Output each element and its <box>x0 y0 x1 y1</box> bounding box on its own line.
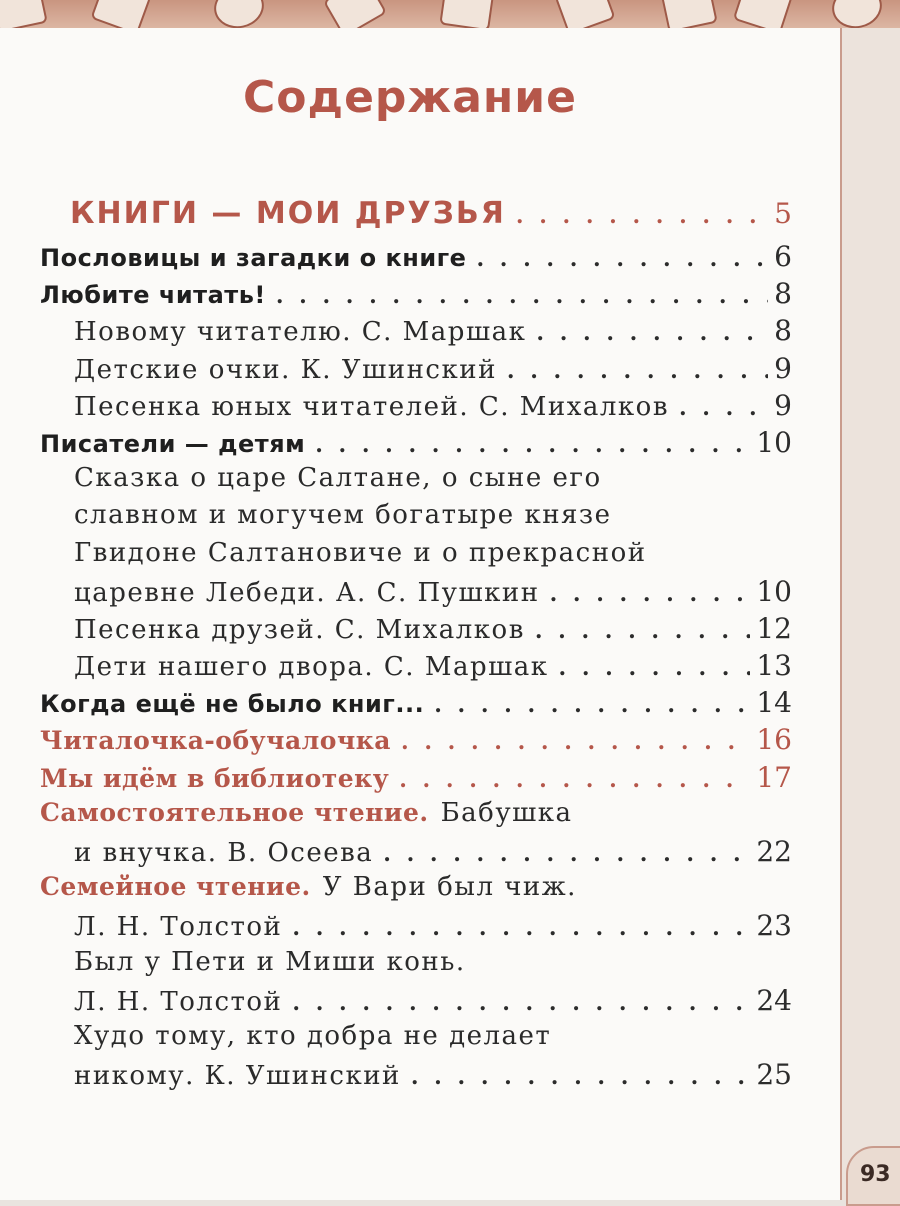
toc-entry <box>40 1058 792 1095</box>
dot-leader <box>292 915 750 941</box>
toc-entry-line <box>40 872 792 909</box>
dot-leader <box>550 581 751 607</box>
open-book-icon <box>660 0 718 28</box>
toc-entry-text: Гвидоне Салтановиче и о прекрасной <box>74 537 647 568</box>
toc-page-number: 9 <box>774 351 792 385</box>
toc-page-number: 6 <box>774 240 792 273</box>
toc-page-number: 22 <box>756 835 792 868</box>
book-icon <box>0 0 48 28</box>
dot-leader <box>315 432 750 458</box>
toc-entry-text: Худо тому, кто добра не делает <box>74 1020 552 1051</box>
toc-entry <box>40 835 792 872</box>
toc-entry-label: царевне Лебеди. А. С. Пушкин <box>74 577 540 608</box>
scroll-icon <box>90 0 151 28</box>
dot-leader <box>516 203 768 229</box>
toc-entry-label: Читалочка-обучалочка <box>40 726 391 756</box>
toc-entry-label: Л. Н. Толстой <box>74 986 283 1017</box>
dot-leader <box>292 990 750 1016</box>
letter-card-icon <box>439 0 494 28</box>
dot-leader <box>434 692 750 718</box>
toc-entry-label: КНИГИ — МОИ ДРУЗЬЯ <box>70 196 506 231</box>
toc-entry-label: Писатели — детям <box>40 429 306 458</box>
page-margin-strip <box>842 28 900 1200</box>
dot-leader <box>535 618 751 644</box>
toc-entry <box>40 277 792 314</box>
toc-page-number: 14 <box>756 686 792 720</box>
toc-entry-label: Песенка друзей. С. Михалков <box>74 614 525 645</box>
toc-entry-line <box>40 538 792 575</box>
toc-entry <box>40 389 792 426</box>
toc-page-number: 10 <box>756 574 792 608</box>
dot-leader <box>476 246 768 272</box>
letter-card-icon <box>733 0 794 28</box>
toc-page-number: 17 <box>756 760 792 794</box>
toc-section-label: Семейное чтение. <box>40 872 311 902</box>
quill-icon <box>323 0 387 28</box>
dot-leader <box>679 395 768 421</box>
diamond-tag-icon <box>210 0 268 28</box>
toc-entry <box>40 984 792 1021</box>
toc-entry <box>40 761 792 798</box>
toc-entry-line <box>40 1021 792 1058</box>
toc-entry-label: никому. К. Ушинский <box>74 1061 401 1092</box>
toc-entry-line <box>40 798 792 835</box>
toc-page-number: 5 <box>774 197 792 230</box>
table-of-contents <box>40 196 792 1095</box>
toc-page-number: 10 <box>756 425 792 459</box>
toc-entry <box>40 314 792 351</box>
toc-entry <box>40 352 792 389</box>
toc-entry-label: Когда ещё не было книг... <box>40 690 425 719</box>
toc-page-number: 13 <box>756 649 792 683</box>
dot-leader <box>401 729 750 755</box>
toc-page-number: 12 <box>756 611 792 645</box>
toc-entry-label: Новому читателю. С. Маршак <box>74 317 527 348</box>
toc-entry-text: У Вари был чиж. <box>322 872 577 903</box>
toc-entry-text: славном и могучем богатыре князе <box>74 500 612 531</box>
toc-page-number: 23 <box>756 909 792 943</box>
page-title: Содержание <box>243 72 577 123</box>
toc-entry-label: Песенка юных читателей. С. Михалков <box>74 391 669 422</box>
toc-page-number: 8 <box>774 277 792 311</box>
dot-leader <box>383 841 750 867</box>
toc-entry-label: и внучка. В. Осеева <box>74 838 374 868</box>
toc-page-number: 16 <box>756 723 792 757</box>
toc-entry-label: Дети нашего двора. С. Маршак <box>74 652 549 683</box>
pencil-icon <box>554 0 615 28</box>
page-number: 93 <box>846 1146 900 1206</box>
toc-entry-text: Сказка о царе Салтане, о сыне его <box>74 463 602 494</box>
toc-page-number: 8 <box>774 314 792 348</box>
wave-tag-icon <box>828 0 886 28</box>
toc-entry <box>40 575 792 612</box>
dot-leader <box>559 655 751 681</box>
toc-entry-line <box>40 947 792 984</box>
toc-entry <box>40 612 792 649</box>
toc-section-label: Самостоятельное чтение. <box>40 797 429 827</box>
toc-entry <box>40 240 792 277</box>
toc-entry <box>40 686 792 723</box>
toc-entry <box>40 649 792 686</box>
dot-leader <box>276 283 768 309</box>
toc-entry-line <box>40 463 792 500</box>
dot-leader <box>536 320 768 346</box>
toc-page-number: 24 <box>756 983 792 1017</box>
dot-leader <box>507 358 768 384</box>
toc-entry-label: Детские очки. К. Ушинский <box>74 354 497 385</box>
dot-leader <box>399 767 750 793</box>
toc-entry-label: Л. Н. Толстой <box>74 912 283 943</box>
toc-entry-label: Любите читать! <box>40 281 266 310</box>
toc-entry-line <box>40 500 792 537</box>
toc-section-heading <box>40 196 792 240</box>
toc-entry-text: Был у Пети и Миши конь. <box>74 946 466 977</box>
dot-leader <box>411 1064 751 1090</box>
toc-entry-label: Мы идём в библиотеку <box>40 763 390 793</box>
toc-entry <box>40 426 792 463</box>
toc-entry-text: Бабушка <box>440 797 573 828</box>
toc-entry <box>40 909 792 946</box>
toc-entry-label: Пословицы и загадки о книге <box>40 244 467 272</box>
toc-page-number: 25 <box>756 1058 792 1092</box>
top-decorative-banner <box>0 0 900 28</box>
toc-entry <box>40 723 792 760</box>
toc-page-number: 9 <box>774 388 792 422</box>
